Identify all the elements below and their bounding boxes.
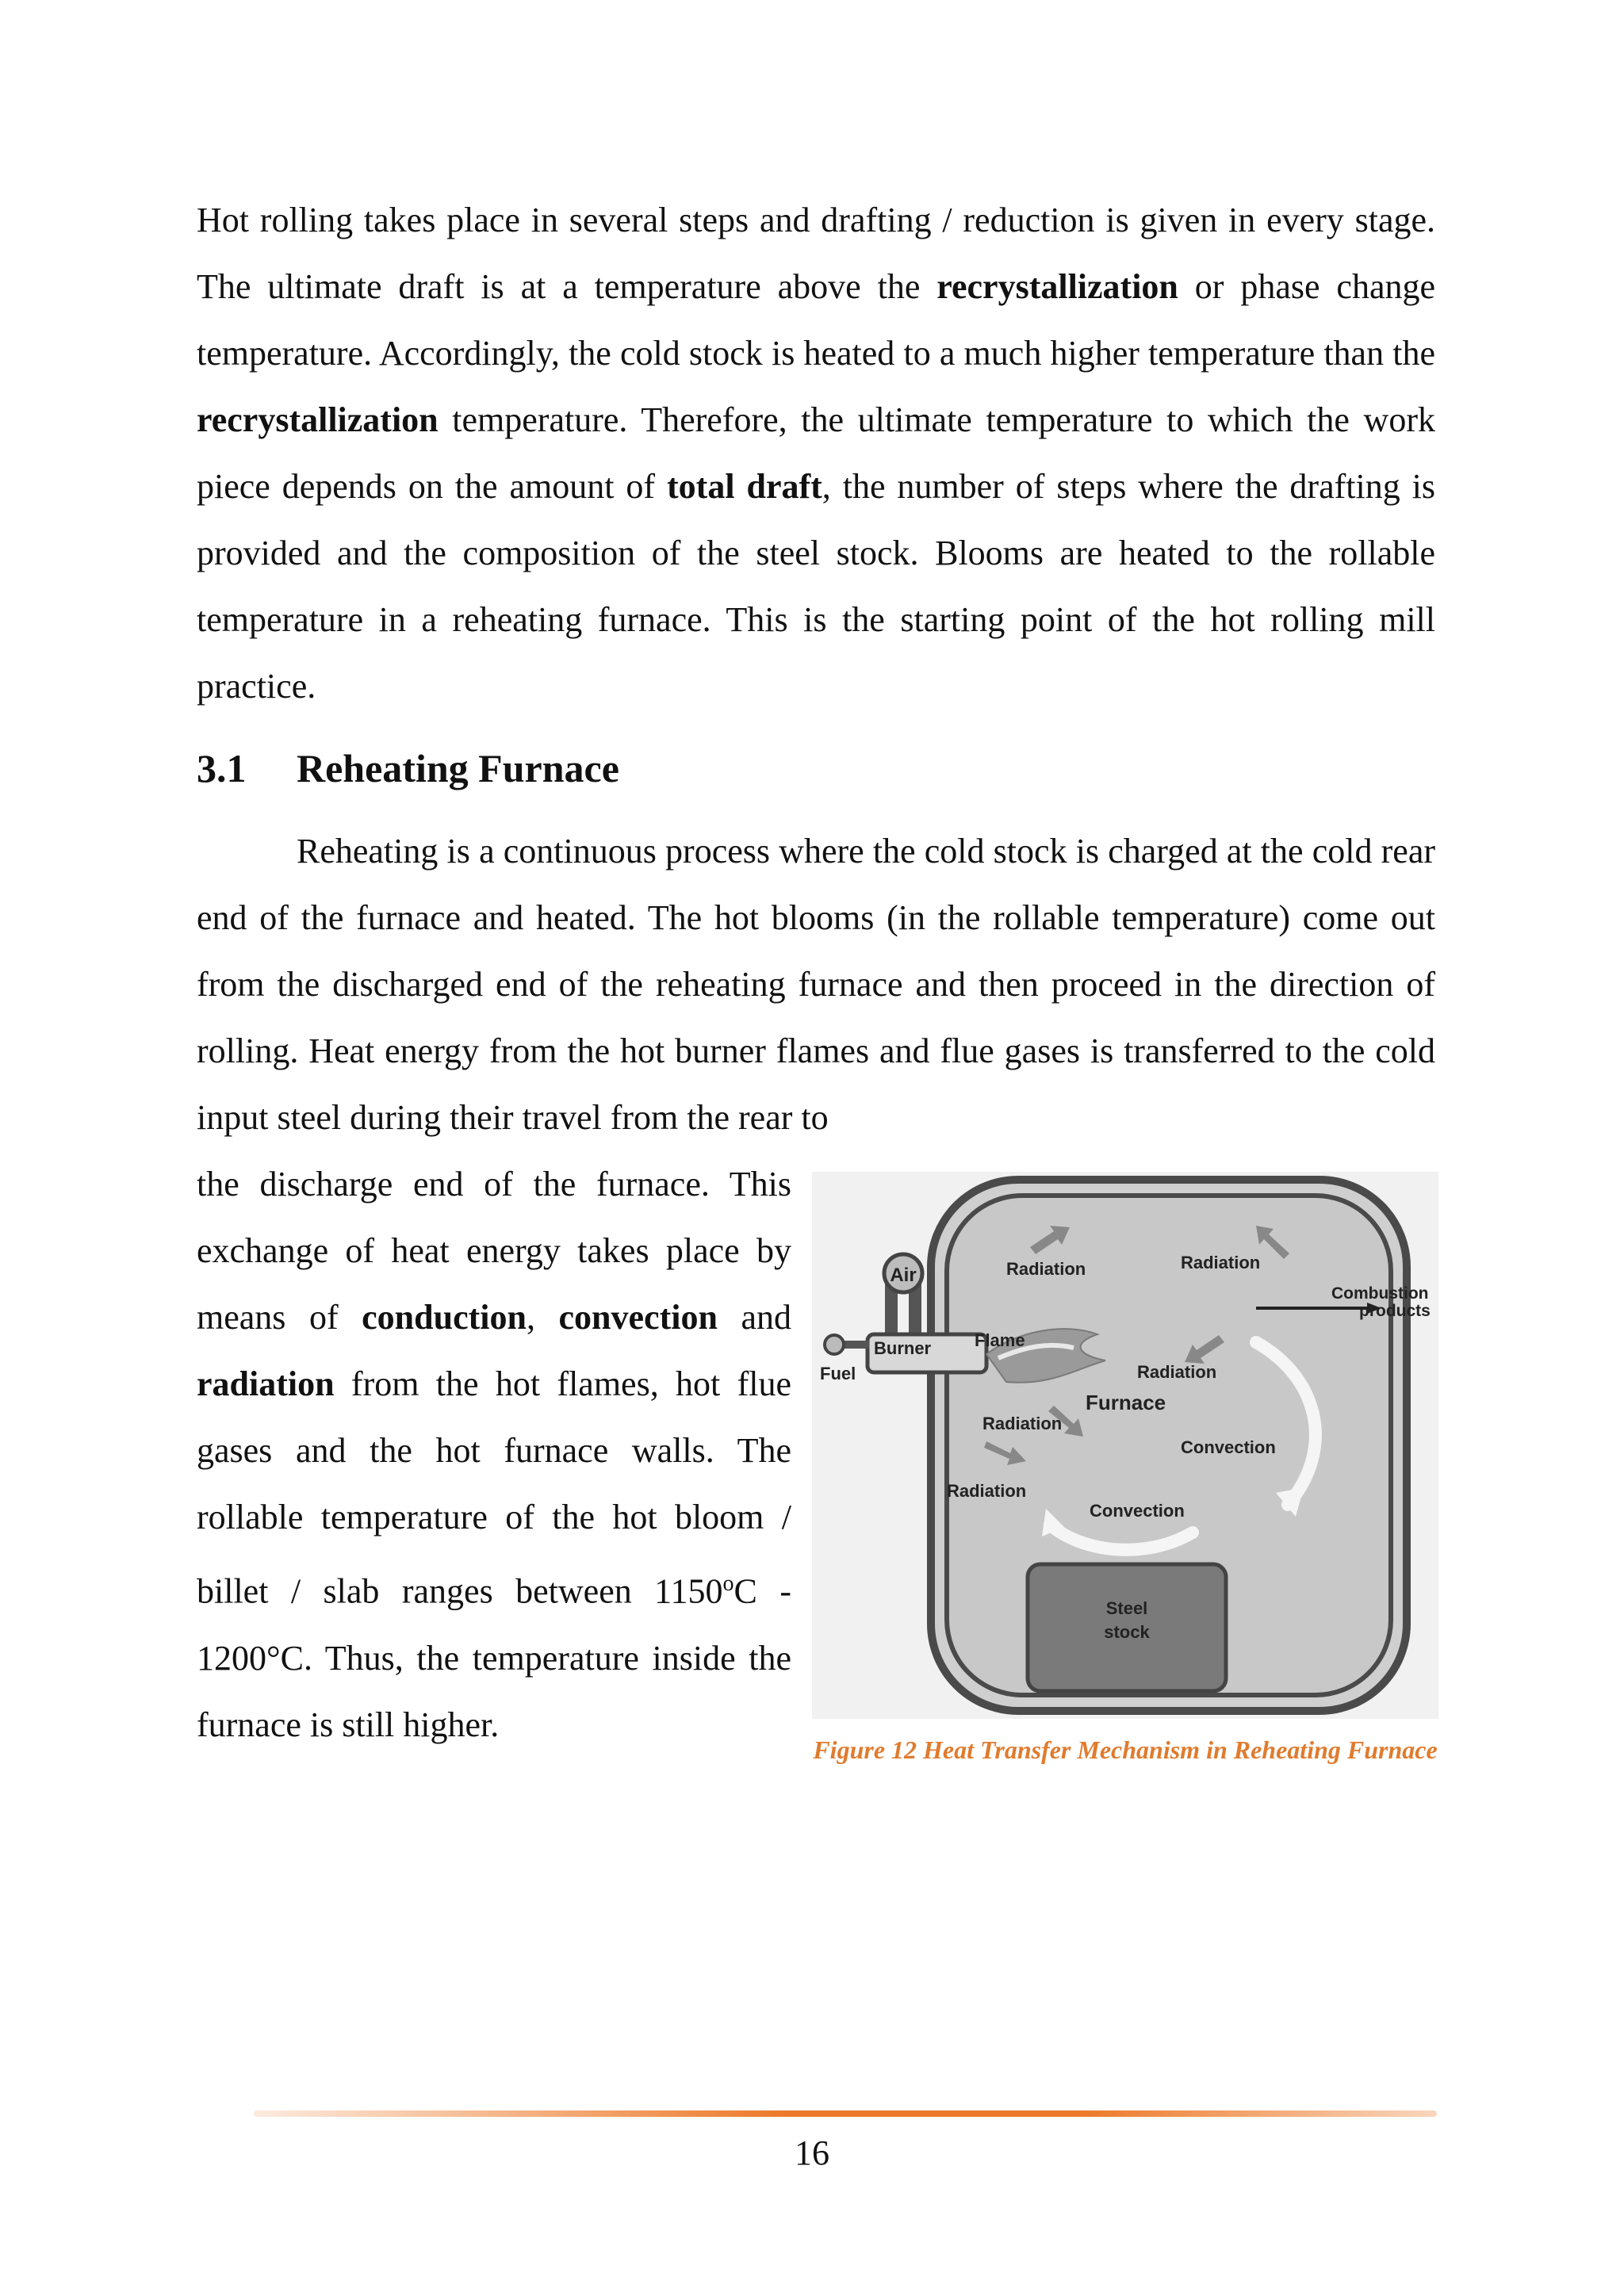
paragraph-text: Reheating is a continuous process where the cold stock is charged at the cold rear end of the furnace and heated. The hot blooms (in the rollable temperature) come out from the discharged end of the reheating furnace and then proceed in the direction of rolling. Heat energy from the hot burner flames and flue gases is transferred to the cold input steel during their travel from the rear to: [197, 832, 1435, 1137]
label-combustion: Combustion: [1331, 1284, 1429, 1303]
bold-term: total draft: [667, 467, 822, 506]
bold-term: convection: [558, 1298, 718, 1337]
label-products: products: [1359, 1302, 1431, 1320]
label-burner: Burner: [874, 1338, 932, 1358]
paragraph-hot-rolling: [197, 187, 1435, 720]
bold-term: radiation: [197, 1364, 335, 1403]
page-number: 16: [795, 2133, 829, 2172]
label-radiation: Radiation: [1137, 1362, 1217, 1382]
section-title: Reheating Furnace: [297, 746, 619, 790]
footer-rule: [254, 2110, 1437, 2117]
label-convection: Convection: [1090, 1501, 1185, 1521]
section-number: 3.1: [197, 746, 247, 790]
label-steel: Steel: [1105, 1598, 1148, 1618]
bold-term: recrystallization: [936, 267, 1178, 306]
text-run: and: [717, 1298, 792, 1337]
section-heading: [197, 745, 619, 791]
bold-term: conduction: [362, 1298, 527, 1337]
text-run: C - 1200°C. Thus, the temperature inside the furnace is still higher.: [197, 1571, 791, 1744]
paragraph-heat-exchange: [197, 1151, 791, 1758]
figure-caption: Figure 12 Heat Transfer Mechanism in Reheating Furnace: [813, 1735, 1438, 1764]
text-run: temperature. Therefore, the ultimate temperature to which the work piece depends on the amount of: [197, 400, 1435, 506]
bold-term: recrystallization: [197, 400, 439, 439]
label-air: Air: [890, 1265, 917, 1286]
label-stock: stock: [1104, 1622, 1150, 1642]
text-run: the discharge end of the furnace. This exchange of heat energy takes place by means of: [197, 1165, 791, 1337]
furnace-diagram-svg: [812, 1172, 1438, 1719]
label-radiation: Radiation: [982, 1414, 1063, 1433]
text-run: or phase change temperature. Accordingly, the cold stock is heated to a much higher temperature than the: [197, 267, 1436, 373]
paragraph-reheating: [197, 818, 1435, 1151]
text-run: Hot rolling takes place in several steps and drafting / reduction is given in every stage. The ultimate draft is at a temperature above the: [197, 201, 1435, 306]
label-furnace: Furnace: [1086, 1391, 1166, 1414]
superscript: o: [722, 1571, 734, 1596]
label-radiation: Radiation: [1006, 1259, 1086, 1279]
label-radiation: Radiation: [1181, 1253, 1261, 1272]
text-run: from the hot flames, hot flue gases and the hot furnace walls. The rollable temperature of the hot bloom / billet / slab ranges between 1150: [197, 1364, 791, 1611]
text-run: ,: [526, 1298, 559, 1337]
furnace-diagram: [812, 1172, 1438, 1719]
label-radiation: Radiation: [947, 1481, 1027, 1501]
text-run: , the number of steps where the drafting is provided and the composition of the steel stock. Blooms are heated to the rollable temperature in a reheating furnace. This is the starting point of the hot rolling mill practice.: [197, 467, 1435, 706]
label-convection: Convection: [1181, 1437, 1276, 1457]
fuel-valve-icon: [825, 1335, 844, 1354]
label-fuel: Fuel: [820, 1364, 856, 1383]
label-flame: Flame: [975, 1330, 1025, 1350]
